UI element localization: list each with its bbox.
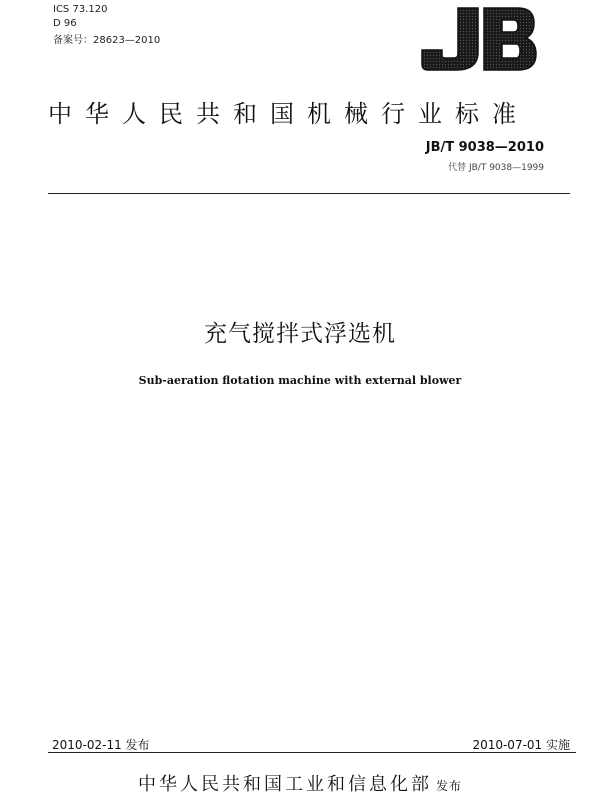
replaced-standard: 代替 JB/T 9038—1999 <box>448 163 544 173</box>
jb-logo <box>420 6 538 72</box>
record-number: 备案号：28623—2010 <box>53 35 161 46</box>
issuer <box>0 770 600 796</box>
issuer-suffix: 发布 <box>435 779 462 793</box>
ics-code: ICS 73.120 <box>53 4 108 15</box>
issuer-name: 中华人民共和国工业和信息化部 <box>137 774 432 795</box>
classification-code: D 96 <box>53 18 77 29</box>
footer-divider <box>48 752 576 753</box>
header-divider <box>48 193 570 194</box>
issue-date: 2010-02-11 发布 <box>52 738 150 752</box>
standard-number: JB/T 9038—2010 <box>425 140 544 155</box>
title-chinese: 充气搅拌式浮选机 <box>204 321 396 347</box>
industry-standard-heading: 中华人民共和国机械行业标准 <box>48 100 529 128</box>
title-english: Sub-aeration flotation machine with external blower <box>138 374 462 387</box>
implementation-date: 2010-07-01 实施 <box>472 738 570 752</box>
